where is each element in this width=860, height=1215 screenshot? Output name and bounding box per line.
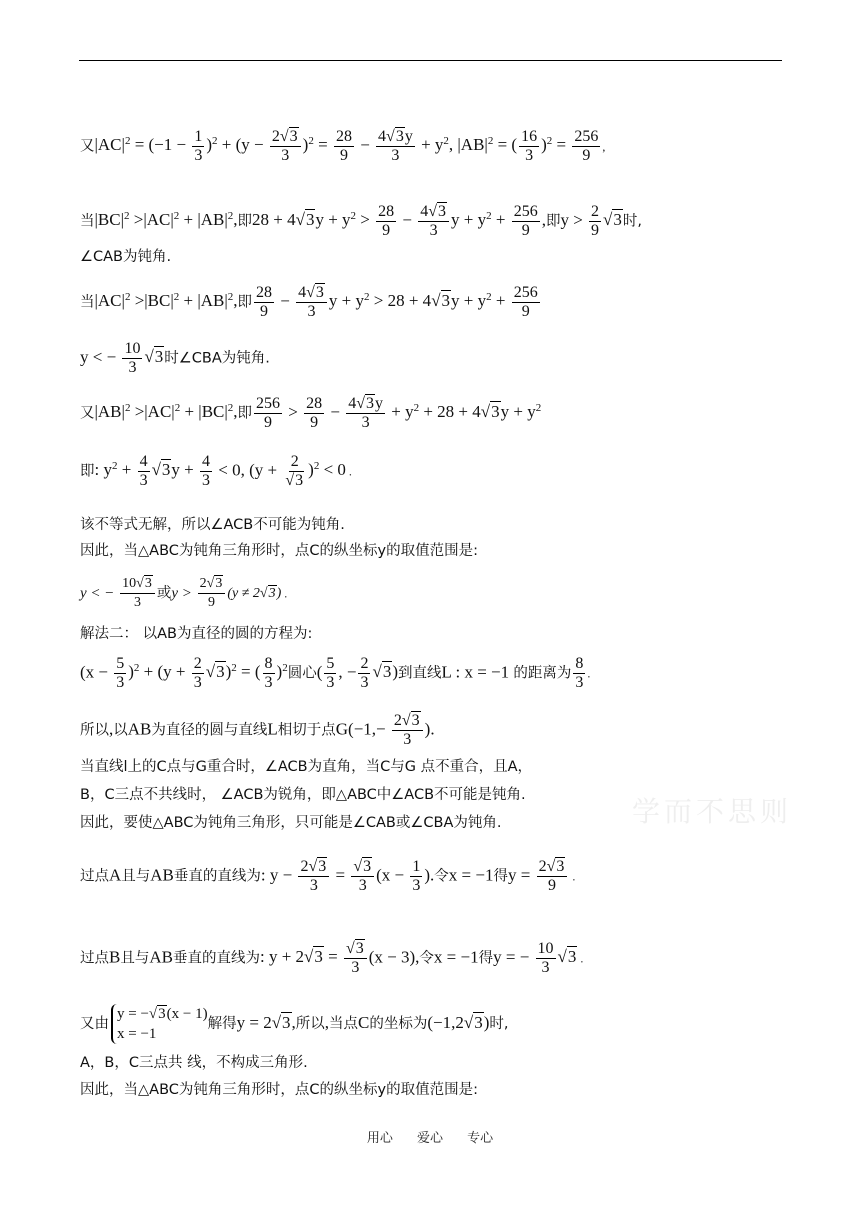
equation-line: 又$|AC|^2 = (-1$ − $\frac{1}{3}$ )$^2$ + (y − $\frac{2√3}{3}$ )$^2$ = $\frac{28}{9}$ − $\frac{4√3y}{3}$ + $y^2$, $|AB|^2$ = ( $\frac{16}{3}$ )$^2$ = $\frac{256}{9}$ , (80, 128, 606, 164)
equation-line: y < − $\frac{10}{3}$ √3时∠CBA为钝角. (80, 340, 270, 376)
equation-line: 又$|AB|^2 >|AC|^2 + |BC|^2$,即 $\frac{256}{9}$ > $\frac{28}{9}$ − $\frac{4√3y}{3}$ + $y^2 + 28 + 4√3y + y^2$ (80, 395, 542, 431)
equation-line: 过点B且与AB垂直的直线为: y + 2√3 = $\frac{√3}{3}$ (x − 3),令x = −1得y = − $\frac{10}{3}$ √3 . (80, 940, 584, 976)
equation-line: (x − $\frac{5}{3}$ )$^2$ + (y + $\frac{2}{3}$ √3)$^2$ = ( $\frac{8}{3}$ )$^2$圆心( $\frac{5}{3}$ , − $\frac{2}{3}$ √3)到直线L : x = −1 的距离为 $\frac{8}{3}$ . (80, 655, 591, 691)
equation-line: 又由 y = −√3(x − 1) x = −1 解得y = 2√3,所以,当点C的坐标为(−1,2√3)时, (80, 1006, 509, 1042)
watermark: 学而不思则 (632, 795, 793, 828)
equation-line: 即: $y^2$ + $\frac{4}{3}$ √3y + $\frac{4}{3}$ < 0, (y + $\frac{2}{√3}$ )$^2$ < 0 . (80, 453, 352, 489)
page-footer: 用心 爱心 专心 (366, 1131, 494, 1146)
text-line: 因此，当△ABC为钝角三角形时，点C的纵坐标y的取值范围是: (80, 543, 478, 559)
text-line: A，B，C三点共 线，不构成三角形. (80, 1055, 308, 1071)
text-line: 因此，当△ABC为钝角三角形时，点C的纵坐标y的取值范围是: (80, 1082, 478, 1098)
equation-line: 当$|BC|^2 >|AC|^2 + |AB|^2$,即$28 + 4√3y + y^2$ > $\frac{28}{9}$ − $\frac{4√3}{3}$ $y + y^2$ + $\frac{256}{9}$ ,即y > $\frac{2}{9}$ √3时, (80, 203, 642, 239)
equation-line: 当$|AC|^2 >|BC|^2 + |AB|^2$,即 $\frac{28}{9}$ − $\frac{4√3}{3}$ $y + y^2 > 28 + 4√3y + y^2$ + $\frac{256}{9}$ (80, 284, 538, 320)
equation-line: 过点A且与AB垂直的直线为: y − $\frac{2√3}{3}$ = $\frac{√3}{3}$ (x − $\frac{1}{3}$ ).令x = −1得y = $\frac{2√3}{9}$ . (80, 858, 576, 894)
text-line: 该不等式无解，所以∠ACB不可能为钝角. (80, 517, 345, 533)
equation-line: y < − $\frac{10√3}{3}$ 或y > $\frac{2√3}{9}$ (y ≠ 2√3) . (80, 576, 288, 610)
text-line: B，C三点不共线时， ∠ACB为锐角，即△ABC中∠ACB不可能是钝角. (80, 787, 526, 803)
text-line: 解法二： 以AB为直径的圆的方程为: (80, 626, 313, 642)
text-line: 因此，要使△ABC为钝角三角形，只可能是∠CAB或∠CBA为钝角. (80, 815, 502, 831)
text-line: ∠CAB为钝角. (80, 249, 172, 265)
header-rule (79, 60, 782, 61)
text-you: 又 (80, 138, 95, 155)
equation-line: 所以,以AB为直径的圆与直线L相切于点G(−1,− $\frac{2√3}{3}$ ). (80, 712, 435, 748)
text-line: 当直线l上的C点与G重合时，∠ACB为直角，当C与G 点不重合，且A， (80, 759, 533, 775)
